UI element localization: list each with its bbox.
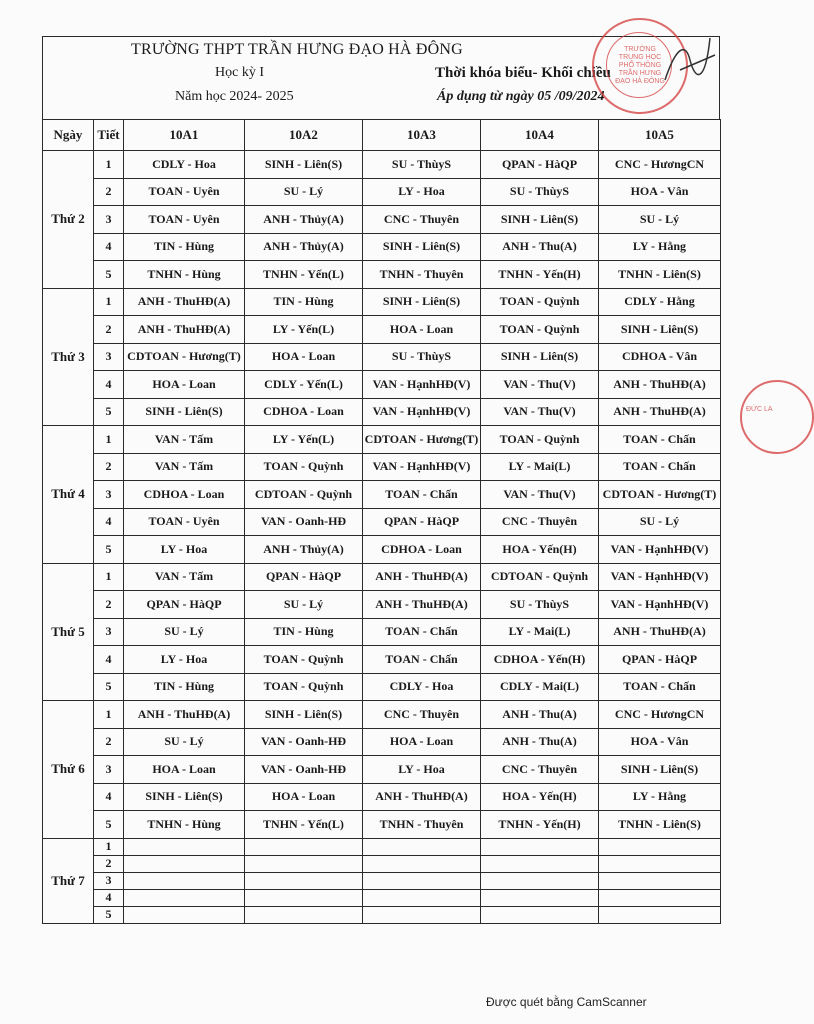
signature-mark bbox=[660, 30, 720, 90]
semester-label: Học kỳ I bbox=[215, 65, 264, 80]
lesson-cell: TOAN - Quỳnh bbox=[481, 426, 599, 454]
lesson-cell: CDHOA - Yến(H) bbox=[481, 646, 599, 674]
scanner-watermark: Được quét bằng CamScanner bbox=[486, 995, 647, 1009]
lesson-cell: SU - Lý bbox=[124, 618, 245, 646]
table-row bbox=[43, 783, 721, 811]
day-cell: Thứ 5 bbox=[43, 563, 94, 701]
lesson-cell: ANH - ThuHĐ(A) bbox=[599, 398, 721, 426]
table-row bbox=[43, 426, 721, 454]
lesson-cell: HOA - Vân bbox=[599, 178, 721, 206]
lesson-cell: CNC - HươngCN bbox=[599, 701, 721, 729]
lesson-cell: VAN - Thu(V) bbox=[481, 398, 599, 426]
period-cell: 1 bbox=[94, 288, 124, 316]
lesson-cell: ANH - Thu(A) bbox=[481, 701, 599, 729]
period-cell: 4 bbox=[94, 889, 124, 906]
table-row bbox=[43, 343, 721, 371]
lesson-cell: ANH - ThuHĐ(A) bbox=[124, 701, 245, 729]
period-cell: 4 bbox=[94, 508, 124, 536]
lesson-cell: SINH - Liên(S) bbox=[124, 783, 245, 811]
lesson-cell: TOAN - Uyên bbox=[124, 508, 245, 536]
lesson-cell: CDLY - Mai(L) bbox=[481, 673, 599, 701]
period-cell: 4 bbox=[94, 783, 124, 811]
table-row bbox=[43, 206, 721, 234]
lesson-cell: SINH - Liên(S) bbox=[124, 398, 245, 426]
lesson-cell: ANH - ThuHĐ(A) bbox=[363, 783, 481, 811]
seal-text: TRƯỜNG TRUNG HỌC PHỔ THÔNG TRẦN HƯNG ĐẠO HÀ ĐÔNG bbox=[615, 46, 665, 85]
lesson-cell: TNHN - Thuyên bbox=[363, 811, 481, 839]
column-header-class: 10A2 bbox=[245, 120, 363, 151]
lesson-cell bbox=[124, 906, 245, 923]
lesson-cell: CDLY - Hoa bbox=[363, 673, 481, 701]
lesson-cell: CNC - Thuyên bbox=[363, 701, 481, 729]
lesson-cell: CNC - Thuyên bbox=[481, 756, 599, 784]
lesson-cell: TOAN - Chấn bbox=[363, 646, 481, 674]
lesson-cell: CDHOA - Loan bbox=[245, 398, 363, 426]
timetable bbox=[42, 119, 721, 924]
table-row bbox=[43, 481, 721, 509]
lesson-cell bbox=[363, 855, 481, 872]
period-cell: 2 bbox=[94, 855, 124, 872]
lesson-cell: CDTOAN - Hương(T) bbox=[363, 426, 481, 454]
period-cell: 5 bbox=[94, 673, 124, 701]
table-row bbox=[43, 453, 721, 481]
lesson-cell bbox=[481, 855, 599, 872]
table-row bbox=[43, 756, 721, 784]
lesson-cell bbox=[363, 838, 481, 855]
lesson-cell: HOA - Loan bbox=[245, 783, 363, 811]
lesson-cell: VAN - Thu(V) bbox=[481, 481, 599, 509]
lesson-cell: SU - ThùyS bbox=[481, 178, 599, 206]
lesson-cell: SU - Lý bbox=[124, 728, 245, 756]
lesson-cell: SINH - Liên(S) bbox=[363, 288, 481, 316]
period-cell: 5 bbox=[94, 906, 124, 923]
lesson-cell: TNHN - Liên(S) bbox=[599, 811, 721, 839]
lesson-cell: CDTOAN - Hương(T) bbox=[599, 481, 721, 509]
table-row bbox=[43, 178, 721, 206]
lesson-cell bbox=[124, 889, 245, 906]
table-row bbox=[43, 838, 721, 855]
lesson-cell: SINH - Liên(S) bbox=[363, 233, 481, 261]
lesson-cell: ANH - ThuHĐ(A) bbox=[124, 316, 245, 344]
period-cell: 3 bbox=[94, 343, 124, 371]
lesson-cell: TOAN - Quỳnh bbox=[481, 316, 599, 344]
lesson-cell: SINH - Liên(S) bbox=[481, 343, 599, 371]
lesson-cell: VAN - Oanh-HĐ bbox=[245, 756, 363, 784]
lesson-cell: TNHN - Yến(L) bbox=[245, 261, 363, 289]
lesson-cell: LY - Mai(L) bbox=[481, 453, 599, 481]
column-header-day: Ngày bbox=[43, 120, 94, 151]
column-header-class: 10A1 bbox=[124, 120, 245, 151]
lesson-cell: TOAN - Quỳnh bbox=[245, 453, 363, 481]
lesson-cell: QPAN - HàQP bbox=[245, 563, 363, 591]
table-header-row bbox=[43, 120, 721, 151]
lesson-cell: TNHN - Yến(H) bbox=[481, 261, 599, 289]
table-row bbox=[43, 508, 721, 536]
lesson-cell: TNHN - Liên(S) bbox=[599, 261, 721, 289]
lesson-cell: HOA - Loan bbox=[245, 343, 363, 371]
lesson-cell: HOA - Yến(H) bbox=[481, 783, 599, 811]
period-cell: 3 bbox=[94, 206, 124, 234]
lesson-cell: HOA - Loan bbox=[363, 728, 481, 756]
lesson-cell: ANH - Thủy(A) bbox=[245, 233, 363, 261]
table-row bbox=[43, 151, 721, 179]
table-row bbox=[43, 288, 721, 316]
lesson-cell: LY - Yến(L) bbox=[245, 316, 363, 344]
lesson-cell: CNC - Thuyên bbox=[363, 206, 481, 234]
lesson-cell: VAN - Tấm bbox=[124, 563, 245, 591]
timetable-sheet bbox=[42, 36, 720, 924]
school-year: Năm học 2024- 2025 bbox=[175, 89, 294, 104]
lesson-cell: ANH - Thu(A) bbox=[481, 233, 599, 261]
lesson-cell: ANH - Thủy(A) bbox=[245, 536, 363, 564]
lesson-cell: HOA - Yến(H) bbox=[481, 536, 599, 564]
lesson-cell bbox=[124, 838, 245, 855]
lesson-cell: ANH - Thu(A) bbox=[481, 728, 599, 756]
lesson-cell bbox=[245, 855, 363, 872]
lesson-cell: CDLY - Yến(L) bbox=[245, 371, 363, 399]
effective-date: Áp dụng từ ngày 05 /09/2024 bbox=[437, 89, 605, 104]
table-row bbox=[43, 371, 721, 399]
lesson-cell: TOAN - Chấn bbox=[599, 453, 721, 481]
lesson-cell: VAN - HạnhHĐ(V) bbox=[599, 591, 721, 619]
period-cell: 1 bbox=[94, 563, 124, 591]
period-cell: 4 bbox=[94, 233, 124, 261]
period-cell: 2 bbox=[94, 316, 124, 344]
lesson-cell: TOAN - Quỳnh bbox=[245, 673, 363, 701]
period-cell: 5 bbox=[94, 811, 124, 839]
lesson-cell: QPAN - HàQP bbox=[363, 508, 481, 536]
period-cell: 2 bbox=[94, 453, 124, 481]
lesson-cell: LY - Hoa bbox=[363, 756, 481, 784]
lesson-cell: TOAN - Quỳnh bbox=[245, 646, 363, 674]
lesson-cell bbox=[124, 855, 245, 872]
lesson-cell bbox=[599, 889, 721, 906]
lesson-cell bbox=[599, 838, 721, 855]
lesson-cell: TNHN - Yến(H) bbox=[481, 811, 599, 839]
table-row bbox=[43, 855, 721, 872]
period-cell: 5 bbox=[94, 261, 124, 289]
lesson-cell: SU - ThùyS bbox=[363, 343, 481, 371]
table-row bbox=[43, 728, 721, 756]
lesson-cell: VAN - Thu(V) bbox=[481, 371, 599, 399]
lesson-cell: CDLY - Hoa bbox=[124, 151, 245, 179]
lesson-cell: CNC - Thuyên bbox=[481, 508, 599, 536]
lesson-cell bbox=[599, 872, 721, 889]
lesson-cell: QPAN - HàQP bbox=[599, 646, 721, 674]
lesson-cell bbox=[599, 906, 721, 923]
table-row bbox=[43, 673, 721, 701]
timetable-title: Thời khóa biểu- Khối chiều bbox=[435, 65, 611, 81]
period-cell: 2 bbox=[94, 178, 124, 206]
table-row bbox=[43, 398, 721, 426]
lesson-cell bbox=[481, 906, 599, 923]
table-row bbox=[43, 872, 721, 889]
day-cell: Thứ 3 bbox=[43, 288, 94, 426]
lesson-cell: TOAN - Uyên bbox=[124, 206, 245, 234]
lesson-cell: VAN - HạnhHĐ(V) bbox=[363, 398, 481, 426]
lesson-cell: CDLY - Hằng bbox=[599, 288, 721, 316]
lesson-cell: TOAN - Chấn bbox=[599, 673, 721, 701]
lesson-cell: LY - Hoa bbox=[363, 178, 481, 206]
column-header-class: 10A5 bbox=[599, 120, 721, 151]
side-seal-text: ĐỨC LA bbox=[746, 406, 773, 413]
period-cell: 5 bbox=[94, 398, 124, 426]
lesson-cell: CDTOAN - Quỳnh bbox=[481, 563, 599, 591]
table-row bbox=[43, 233, 721, 261]
lesson-cell: SINH - Liên(S) bbox=[245, 701, 363, 729]
lesson-cell: CDHOA - Loan bbox=[363, 536, 481, 564]
lesson-cell: LY - Hằng bbox=[599, 783, 721, 811]
lesson-cell: SU - Lý bbox=[245, 178, 363, 206]
lesson-cell: CNC - HươngCN bbox=[599, 151, 721, 179]
lesson-cell: ANH - Thủy(A) bbox=[245, 206, 363, 234]
lesson-cell: ANH - ThuHĐ(A) bbox=[363, 563, 481, 591]
lesson-cell: TNHN - Hùng bbox=[124, 811, 245, 839]
lesson-cell: TOAN - Quỳnh bbox=[481, 288, 599, 316]
table-row bbox=[43, 261, 721, 289]
lesson-cell bbox=[245, 889, 363, 906]
period-cell: 4 bbox=[94, 646, 124, 674]
period-cell: 2 bbox=[94, 591, 124, 619]
table-row bbox=[43, 591, 721, 619]
lesson-cell: SU - ThùyS bbox=[363, 151, 481, 179]
period-cell: 3 bbox=[94, 618, 124, 646]
table-row bbox=[43, 618, 721, 646]
lesson-cell: SINH - Liên(S) bbox=[481, 206, 599, 234]
lesson-cell: LY - Hằng bbox=[599, 233, 721, 261]
lesson-cell bbox=[363, 872, 481, 889]
lesson-cell: HOA - Loan bbox=[124, 371, 245, 399]
period-cell: 4 bbox=[94, 371, 124, 399]
period-cell: 5 bbox=[94, 536, 124, 564]
lesson-cell bbox=[481, 872, 599, 889]
lesson-cell bbox=[245, 906, 363, 923]
lesson-cell: ANH - ThuHĐ(A) bbox=[599, 371, 721, 399]
lesson-cell: TOAN - Uyên bbox=[124, 178, 245, 206]
lesson-cell bbox=[481, 889, 599, 906]
day-cell: Thứ 2 bbox=[43, 151, 94, 289]
lesson-cell: SINH - Liên(S) bbox=[599, 316, 721, 344]
lesson-cell bbox=[481, 838, 599, 855]
lesson-cell: TOAN - Chấn bbox=[363, 618, 481, 646]
lesson-cell: TIN - Hùng bbox=[124, 233, 245, 261]
lesson-cell bbox=[363, 889, 481, 906]
lesson-cell: HOA - Loan bbox=[124, 756, 245, 784]
day-cell: Thứ 7 bbox=[43, 838, 94, 923]
lesson-cell: TNHN - Hùng bbox=[124, 261, 245, 289]
column-header-class: 10A3 bbox=[363, 120, 481, 151]
table-row bbox=[43, 906, 721, 923]
lesson-cell: TNHN - Thuyên bbox=[363, 261, 481, 289]
side-seal-stamp bbox=[740, 380, 814, 454]
lesson-cell: CDHOA - Vân bbox=[599, 343, 721, 371]
lesson-cell: VAN - HạnhHĐ(V) bbox=[599, 563, 721, 591]
lesson-cell: VAN - HạnhHĐ(V) bbox=[363, 453, 481, 481]
lesson-cell: TNHN - Yến(L) bbox=[245, 811, 363, 839]
column-header-period: Tiết bbox=[94, 120, 124, 151]
day-cell: Thứ 6 bbox=[43, 701, 94, 839]
table-row bbox=[43, 316, 721, 344]
lesson-cell: VAN - Tấm bbox=[124, 426, 245, 454]
day-cell: Thứ 4 bbox=[43, 426, 94, 564]
lesson-cell: SU - Lý bbox=[599, 508, 721, 536]
lesson-cell: TOAN - Chấn bbox=[599, 426, 721, 454]
lesson-cell: CDHOA - Loan bbox=[124, 481, 245, 509]
lesson-cell: SU - ThùyS bbox=[481, 591, 599, 619]
lesson-cell: SINH - Liên(S) bbox=[245, 151, 363, 179]
lesson-cell bbox=[245, 872, 363, 889]
lesson-cell: SU - Lý bbox=[599, 206, 721, 234]
school-name: TRƯỜNG THPT TRẦN HƯNG ĐẠO HÀ ĐÔNG bbox=[131, 41, 463, 58]
lesson-cell: VAN - Tấm bbox=[124, 453, 245, 481]
lesson-cell: VAN - HạnhHĐ(V) bbox=[363, 371, 481, 399]
lesson-cell bbox=[245, 838, 363, 855]
lesson-cell: QPAN - HàQP bbox=[124, 591, 245, 619]
period-cell: 1 bbox=[94, 426, 124, 454]
lesson-cell: LY - Mai(L) bbox=[481, 618, 599, 646]
period-cell: 1 bbox=[94, 838, 124, 855]
lesson-cell: LY - Hoa bbox=[124, 536, 245, 564]
table-row bbox=[43, 646, 721, 674]
lesson-cell: TIN - Hùng bbox=[124, 673, 245, 701]
period-cell: 3 bbox=[94, 481, 124, 509]
lesson-cell: TOAN - Chấn bbox=[363, 481, 481, 509]
lesson-cell bbox=[363, 906, 481, 923]
lesson-cell bbox=[124, 872, 245, 889]
lesson-cell: HOA - Vân bbox=[599, 728, 721, 756]
lesson-cell: VAN - Oanh-HĐ bbox=[245, 508, 363, 536]
lesson-cell: HOA - Loan bbox=[363, 316, 481, 344]
table-row bbox=[43, 563, 721, 591]
lesson-cell: VAN - Oanh-HĐ bbox=[245, 728, 363, 756]
lesson-cell: VAN - HạnhHĐ(V) bbox=[599, 536, 721, 564]
lesson-cell: ANH - ThuHĐ(A) bbox=[363, 591, 481, 619]
period-cell: 3 bbox=[94, 756, 124, 784]
lesson-cell: CDTOAN - Hương(T) bbox=[124, 343, 245, 371]
period-cell: 1 bbox=[94, 151, 124, 179]
lesson-cell: SINH - Liên(S) bbox=[599, 756, 721, 784]
period-cell: 1 bbox=[94, 701, 124, 729]
lesson-cell: TIN - Hùng bbox=[245, 618, 363, 646]
period-cell: 3 bbox=[94, 872, 124, 889]
lesson-cell: SU - Lý bbox=[245, 591, 363, 619]
lesson-cell: QPAN - HàQP bbox=[481, 151, 599, 179]
lesson-cell: ANH - ThuHĐ(A) bbox=[124, 288, 245, 316]
period-cell: 2 bbox=[94, 728, 124, 756]
timetable-body bbox=[43, 151, 721, 924]
lesson-cell: ANH - ThuHĐ(A) bbox=[599, 618, 721, 646]
lesson-cell: LY - Yến(L) bbox=[245, 426, 363, 454]
lesson-cell: CDTOAN - Quỳnh bbox=[245, 481, 363, 509]
table-row bbox=[43, 536, 721, 564]
table-row bbox=[43, 701, 721, 729]
lesson-cell bbox=[599, 855, 721, 872]
table-row bbox=[43, 811, 721, 839]
lesson-cell: LY - Hoa bbox=[124, 646, 245, 674]
table-row bbox=[43, 889, 721, 906]
column-header-class: 10A4 bbox=[481, 120, 599, 151]
lesson-cell: TIN - Hùng bbox=[245, 288, 363, 316]
